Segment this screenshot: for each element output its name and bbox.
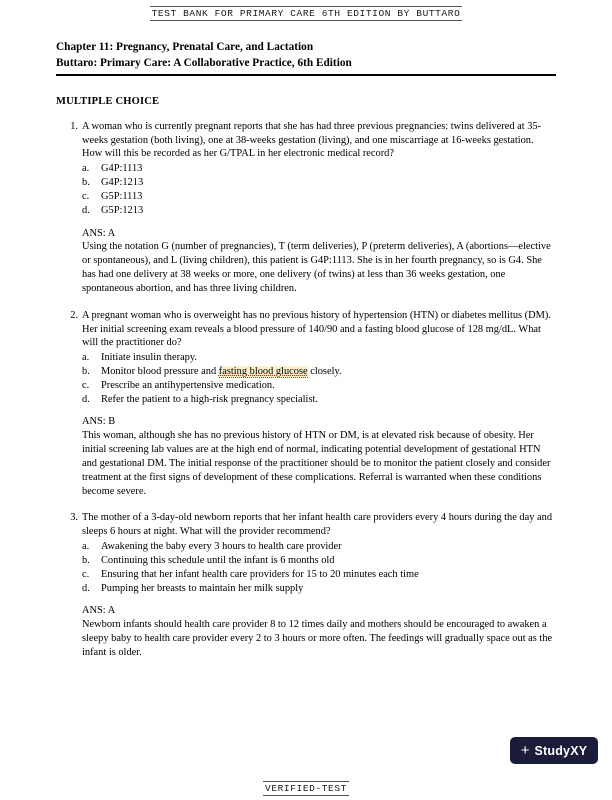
choice-text: Prescribe an antihypertensive medication. [101, 379, 275, 391]
choice-option[interactable] [82, 540, 556, 554]
choice-option[interactable] [82, 554, 556, 568]
choice-letter: a. [82, 541, 90, 553]
answer-block [82, 415, 556, 498]
question-stem: A pregnant woman who is overweight has no previous history of hypertension (HTN) or diabetes mellitus (DM). Her initial screening exam reveals a blood pressure of 140/90 and a fasting blood glucose of 128 mg/dL. What will the practitioner do? [82, 309, 551, 349]
question-item [56, 120, 556, 296]
answer-rationale: This woman, although she has no previous history of HTN or DM, is at elevated risk because of obesity. Her initial screening lab values are at the high end of normal, indicating potential development of gestational HTN and gestational DM. The initial response of the practitioner should be to monitor the patient closely and consider treatment at the first signs of development of these complications. Referral is warranted when these conditions become severe. [82, 430, 551, 497]
bottom-watermark-stamp [0, 783, 612, 794]
choice-list [82, 351, 556, 406]
answer-label: ANS: A [82, 227, 116, 239]
choice-text: G5P:1213 [101, 204, 144, 216]
document-page [0, 8, 612, 800]
choice-text: G5P:1113 [101, 190, 143, 202]
choice-text: Monitor blood pressure and fasting blood glucose closely. [101, 366, 342, 377]
title-block [56, 39, 556, 76]
choice-letter: c. [82, 379, 90, 391]
choice-option[interactable] [82, 190, 556, 204]
choice-text: Ensuring that her infant health care providers for 15 to 20 minutes each time [101, 568, 419, 580]
choice-letter: c. [82, 190, 90, 202]
choice-text: G4P:1113 [101, 163, 143, 175]
answer-block [82, 227, 556, 296]
choice-text: Awakening the baby every 3 hours to health care provider [101, 541, 342, 553]
answer-rationale: Using the notation G (number of pregnancies), T (term deliveries), P (preterm deliveries), A (abortions—elective or spontaneous), and L (living children), this patient is G4P:1113. She is in her fourth pregnancy, so is G4. She has had one delivery at 38 weeks or more, one delivery (of twins) at less than 36 weeks gestation, one spontaneous abortion, and has three living children. [82, 241, 551, 294]
question-number: 2. [70, 309, 78, 321]
choice-list [82, 162, 556, 217]
top-watermark-stamp [56, 8, 556, 19]
choice-list [82, 540, 556, 595]
choice-option[interactable] [82, 204, 556, 218]
chapter-title: Chapter 11: Pregnancy, Prenatal Care, and Lactation [56, 41, 314, 53]
studyxy-badge[interactable] [510, 737, 598, 764]
answer-label: ANS: A [82, 605, 116, 617]
choice-letter: d. [82, 204, 90, 216]
choice-letter: d. [82, 393, 90, 405]
choice-text: Initiate insulin therapy. [101, 352, 197, 364]
choice-option[interactable] [82, 176, 556, 190]
choice-letter: c. [82, 568, 90, 580]
choice-text: Refer the patient to a high-risk pregnancy specialist. [101, 393, 318, 405]
choice-letter: b. [82, 366, 90, 377]
book-title: Buttaro: Primary Care: A Collaborative Practice, 6th Edition [56, 57, 352, 70]
choice-text: Pumping her breasts to maintain her milk supply [101, 582, 304, 594]
choice-letter: a. [82, 352, 90, 364]
choice-option[interactable] [82, 162, 556, 176]
question-item [56, 309, 556, 499]
question-number: 1. [70, 120, 78, 132]
question-item [56, 511, 556, 659]
choice-letter: b. [82, 554, 90, 566]
section-heading: MULTIPLE CHOICE [56, 95, 160, 107]
choice-letter: b. [82, 177, 90, 189]
choice-letter: a. [82, 163, 90, 175]
question-stem: A woman who is currently pregnant reports that she has had three previous pregnancies: twins delivered at 35-weeks gestation (both living), one at 38-weeks gestation (living), and one miscarriage at 16-weeks gestation. How will this be recorded as her G/TPAL in her electronic medical record? [82, 120, 542, 160]
plus-icon: + [520, 742, 530, 759]
choice-option[interactable] [82, 379, 556, 393]
bottom-watermark-text: VERIFIED-TEST [265, 783, 347, 794]
question-number: 3. [70, 512, 78, 524]
choice-option[interactable] [82, 582, 556, 596]
top-watermark-text: TEST BANK FOR PRIMARY CARE 6TH EDITION BY BUTTARO [151, 8, 461, 19]
choice-letter: d. [82, 582, 90, 594]
choice-text: G4P:1213 [101, 177, 144, 189]
choice-option[interactable] [82, 351, 556, 365]
choice-option[interactable] [82, 568, 556, 582]
choice-text: Continuing this schedule until the infant is 6 months old [101, 554, 335, 566]
choice-option[interactable] [82, 365, 556, 379]
answer-block [82, 604, 556, 659]
highlighted-phrase: fasting blood glucose [218, 366, 308, 377]
brand-label: StudyXY [534, 743, 588, 758]
question-stem: The mother of a 3-day-old newborn reports that her infant health care providers every 4 hours during the day and sleeps 6 hours at night. What will the provider recommend? [82, 512, 553, 538]
answer-label: ANS: B [82, 416, 116, 428]
answer-rationale: Newborn infants should health care provider 8 to 12 times daily and mothers should be encouraged to awaken a sleepy baby to health care provider every 2 to 3 hours or more often. The feedings will gradually space out as the infant is older. [82, 619, 553, 658]
choice-option[interactable] [82, 393, 556, 407]
